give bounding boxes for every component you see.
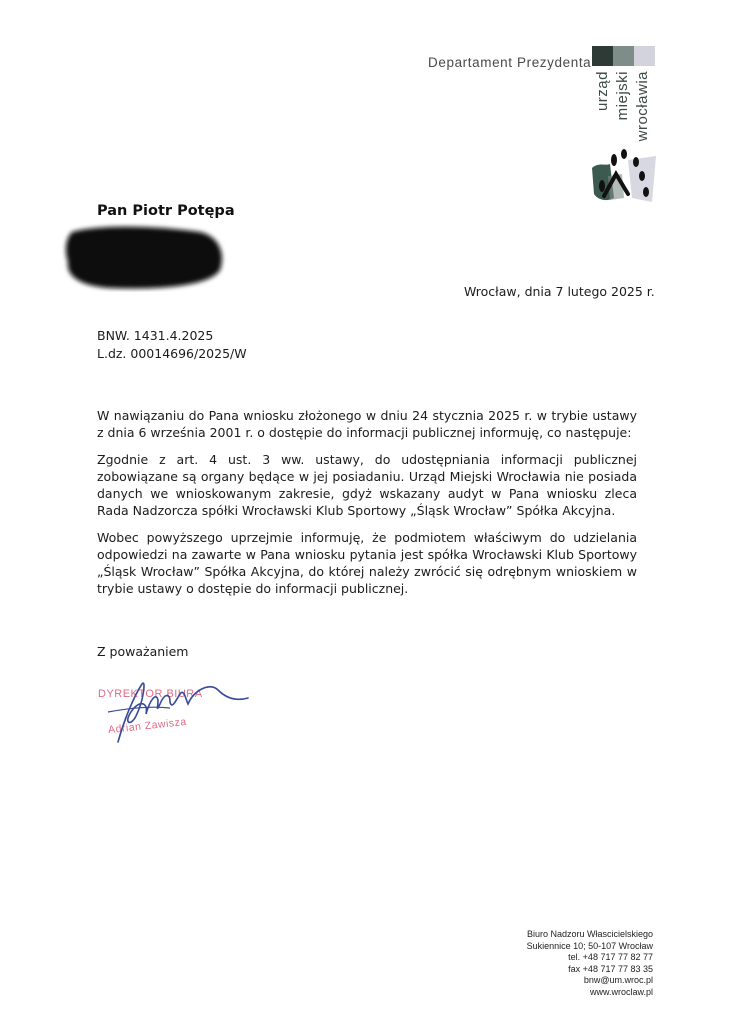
paragraph-intro: W nawiązaniu do Pana wniosku złożonego w dniu 24 stycznia 2025 r. w trybie ustawy z dnia 6 września 2001 r. o dostępie do informacji publicznej informuję, co następuje: [97, 408, 637, 440]
department-name: Departament Prezydenta [428, 55, 592, 70]
logo-word-urzad: urząd [594, 71, 611, 112]
recipient-name: Pan Piotr Potępa [97, 203, 235, 219]
stamp-title: DYREKTOR BIURA [98, 688, 203, 700]
swatch-light [634, 46, 655, 66]
swatch-dark [592, 46, 613, 66]
footer-tel: tel. +48 717 77 82 77 [568, 952, 653, 962]
footer-address: Sukiennice 10; 50-107 Wrocław [526, 940, 653, 951]
signature [100, 670, 260, 750]
paragraph-legal-basis: Zgodnie z art. 4 ust. 3 ww. ustawy, do udostępniania informacji publicznej zobowiązane są organy będące w jej posiadaniu. Urząd Miejski Wrocławia nie posiada danych we wnioskowanym zakresie, gdyż wskazany audyt w Pana wniosku zleca Rada Nadzorcza spółki Wrocławski Klub Sportowy „Śląsk Wrocław” Spółka Akcyjna. [97, 452, 637, 518]
log-number: L.dz. 00014696/2025/W [97, 346, 247, 361]
letter-date: Wrocław, dnia 7 lutego 2025 r. [464, 284, 655, 299]
paragraph-referral: Wobec powyższego uprzejmie informuję, że podmiotem właściwym do udzielania odpowiedzi na zawarte w Pana wniosku pytania jest spółka Wrocławski Klub Sportowy „Śląsk Wrocław” Spółka Akcyjna, do której należy zwrócić się odrębnym wnioskiem w trybie ustawy o dostępie do informacji publicznej. [97, 530, 637, 596]
logo-color-swatches [592, 46, 655, 66]
reference-numbers [97, 327, 247, 363]
sender-footer [527, 929, 653, 998]
swatch-mid [613, 46, 634, 66]
footer-fax: fax +48 717 77 83 35 [568, 963, 653, 974]
case-number: BNW. 1431.4.2025 [97, 328, 214, 343]
footer-email: bnw@um.wroc.pl [583, 975, 653, 985]
redacted-address [60, 222, 228, 292]
logo-word-wroclawia: wrocławia [634, 71, 651, 142]
footer-website: www.wroclaw.pl [589, 986, 653, 997]
letter-body [97, 407, 637, 607]
logo-word-miejski: miejski [614, 71, 631, 121]
closing-salutation: Z poważaniem [97, 644, 189, 659]
stamp-name: Adrian Zawisza [107, 715, 188, 737]
footer-office: Biuro Nadzoru Włascicielskiego [526, 929, 653, 939]
wroclaw-logo-icon [588, 148, 658, 204]
